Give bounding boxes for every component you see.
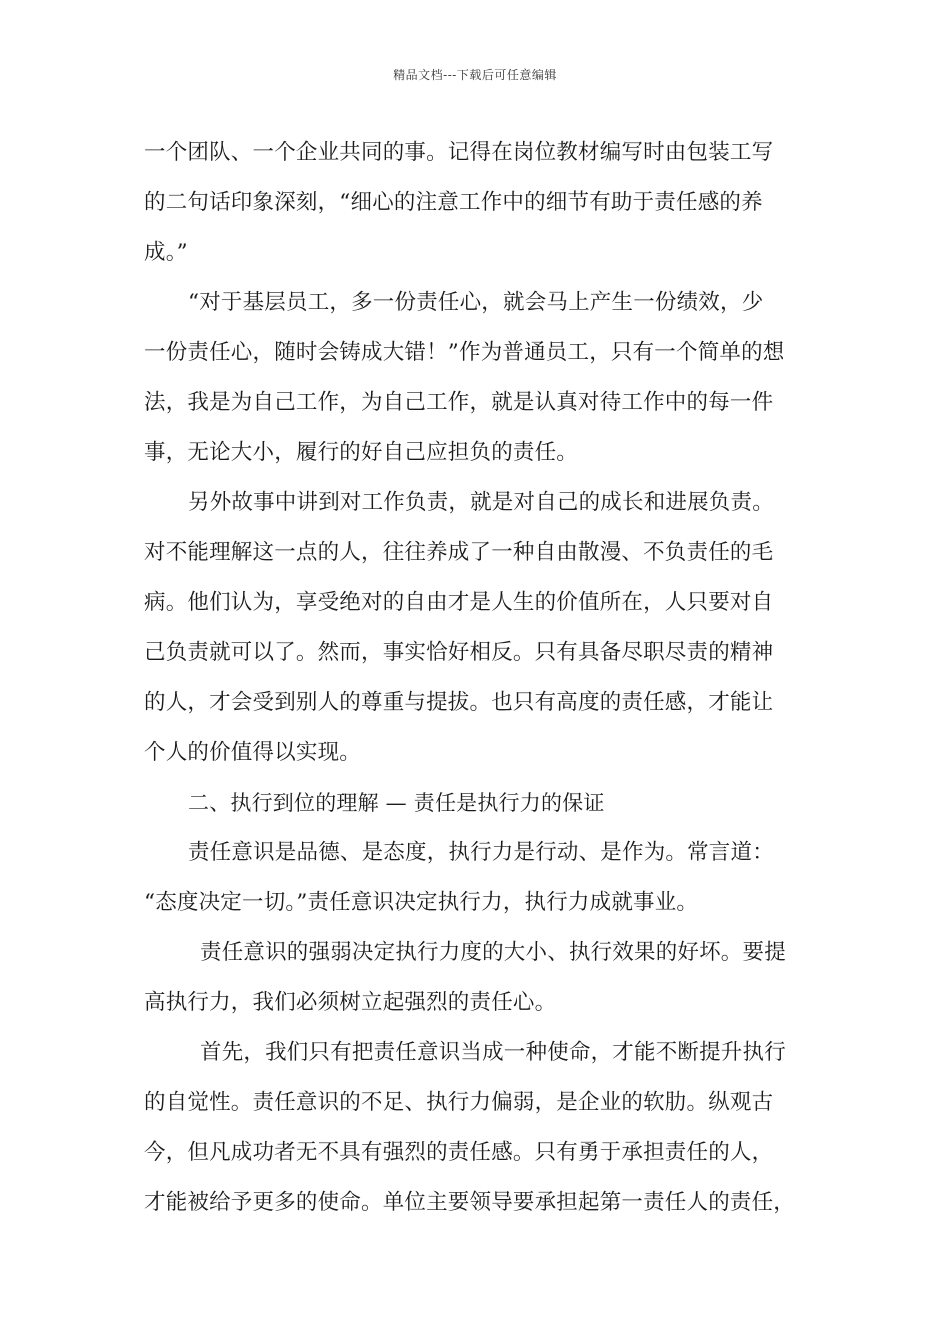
text-line: 己负责就可以了。然而，事实恰好相反。只有具备尽职尽责的精神 bbox=[144, 640, 774, 665]
section-heading: 二、执行到位的理解 — 责任是执行力的保证 bbox=[188, 791, 605, 815]
text-line: 个人的价值得以实现。 bbox=[144, 740, 362, 765]
paragraph-start-line: 责任意识是品德、是态度，执行力是行动、是作为。常言道： bbox=[188, 840, 774, 865]
text-line: 法，我是为自己工作，为自己工作，就是认真对待工作中的每一件 bbox=[144, 390, 774, 415]
page-header: 精品文档---下载后可任意编辑 bbox=[393, 68, 557, 82]
paragraph-start-line: 首先，我们只有把责任意识当成一种使命，才能不断提升执行 bbox=[200, 1040, 786, 1065]
text-line: 的二句话印象深刻，“细心的注意工作中的细节有助于责任感的养 bbox=[144, 190, 763, 215]
text-line: 高执行力，我们必须树立起强烈的责任心。 bbox=[144, 990, 557, 1015]
text-line: 今，但凡成功者无不具有强烈的责任感。只有勇于承担责任的人， bbox=[144, 1140, 774, 1165]
text-line: 对不能理解这一点的人，往往养成了一种自由散漫、不负责任的毛 bbox=[144, 540, 774, 565]
paragraph-start-line: 另外故事中讲到对工作负责，就是对自己的成长和进展负责。 bbox=[188, 490, 774, 515]
text-line: 事，无论大小，履行的好自己应担负的责任。 bbox=[144, 440, 579, 465]
paragraph-start-line: “对于基层员工，多一份责任心，就会马上产生一份绩效，少 bbox=[188, 290, 764, 315]
text-line: “态度决定一切。”责任意识决定执行力，执行力成就事业。 bbox=[144, 890, 699, 915]
text-line: 的人，才会受到别人的尊重与提拔。也只有高度的责任感，才能让 bbox=[144, 690, 774, 715]
text-line: 一份责任心，随时会铸成大错！”作为普通员工，只有一个简单的想 bbox=[144, 340, 785, 365]
text-line: 的自觉性。责任意识的不足、执行力偏弱，是企业的软肋。纵观古 bbox=[144, 1090, 774, 1115]
document-body bbox=[144, 128, 824, 1228]
text-line: 成。” bbox=[144, 240, 188, 265]
text-line: 一个团队、一个企业共同的事。记得在岗位教材编写时由包装工写 bbox=[144, 140, 774, 165]
text-line: 病。他们认为，享受绝对的自由才是人生的价值所在，人只要对自 bbox=[144, 590, 774, 615]
paragraph-start-line: 责任意识的强弱决定执行力度的大小、执行效果的好坏。要提 bbox=[200, 940, 786, 965]
text-line: 才能被给予更多的使命。单位主要领导要承担起第一责任人的责任， bbox=[144, 1190, 796, 1215]
